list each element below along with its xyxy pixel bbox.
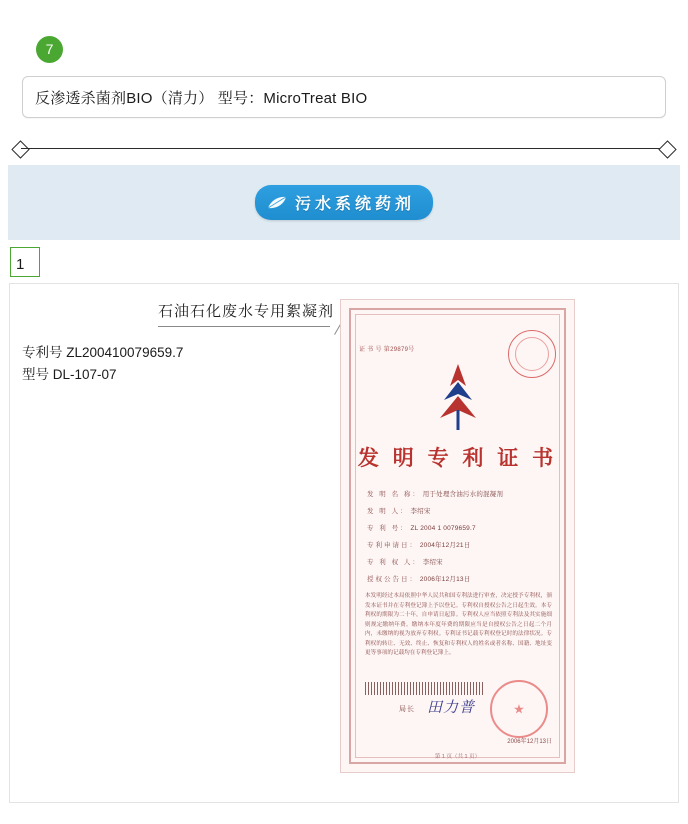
- divider-handle-right-icon[interactable]: [658, 140, 676, 158]
- category-pill-label: 污水系统药剂: [294, 196, 415, 213]
- field-value: 李绍宋: [422, 559, 443, 566]
- certificate-body-text: 本发明经过本局依照中华人民共和国专利法进行审查，决定授予专利权，颁发本证书并在专利登记簿上予以登记。专利权自授权公告之日起生效。本专利权的期限为二十年，自申请日起算。专利权人应当依照专利法及其实施细则规定缴纳年费。缴纳本年度年费的期限应当是自授权公告之日起二个月内，未缴纳的视为放弃专利权。专利证书记载专利权登记时的法律状况。专利权的转让、无效、终止、恢复和专利权人的姓名或者名称、国籍、地址变更等事项的记载均在专利登记簿上。: [365, 593, 552, 656]
- certificate-top-seal-icon: [508, 330, 556, 378]
- certificate-page-note: 第 1 页（共 1 页）: [434, 754, 481, 760]
- category-pill[interactable]: [255, 185, 433, 220]
- field-label: 专利申请日：: [367, 542, 418, 549]
- director-label: 局长: [399, 706, 415, 713]
- field-label: 专 利 权 人：: [367, 559, 421, 566]
- field-value: 2006年12月13日: [419, 576, 471, 583]
- certificate-field-row: [367, 486, 554, 503]
- certificate-official-seal-icon: ★: [490, 680, 548, 738]
- field-label: 授权公告日：: [367, 576, 418, 583]
- product-card: [9, 283, 679, 803]
- field-value: 李绍宋: [410, 508, 431, 515]
- patent-number: 专利号 ZL200410079659.7: [22, 345, 184, 360]
- category-banner: [8, 165, 680, 240]
- step-badge: 7: [36, 36, 63, 63]
- certificate-fields: [367, 486, 554, 588]
- product-heading: 石油石化废水专用絮凝剂: [158, 303, 335, 320]
- director-signature: 田力普: [427, 700, 476, 716]
- section-divider: [14, 142, 674, 156]
- certificate-field-row: [367, 571, 554, 588]
- heading-underline: [158, 322, 340, 332]
- patent-certificate-image: [340, 299, 575, 773]
- item-index-marker: [10, 247, 40, 277]
- product-title-value: 反渗透杀菌剂BIO（清力） 型号：MicroTreat BIO: [35, 89, 368, 107]
- field-label: 专 利 号：: [367, 525, 409, 532]
- divider-line: [21, 148, 667, 149]
- certificate-field-row: [367, 554, 554, 571]
- leaf-icon: [267, 196, 287, 210]
- step-badge-container: [36, 36, 63, 63]
- field-label: 发 明 人：: [367, 508, 409, 515]
- certificate-field-row: [367, 503, 554, 520]
- certificate-issue-date: 2006年12月13日: [507, 739, 552, 745]
- field-value: 用于处理含油污水的混凝剂: [422, 491, 504, 498]
- certificate-title: 发 明 专 利 证 书: [357, 447, 558, 470]
- product-meta: [22, 342, 183, 386]
- field-value: ZL 2004 1 0079659.7: [410, 525, 476, 532]
- model-number: 型号 DL-107-07: [22, 367, 117, 382]
- divider-handle-left-icon[interactable]: [11, 140, 29, 158]
- product-title-input[interactable]: [22, 76, 666, 118]
- certificate-field-row: [367, 537, 554, 554]
- certificate-number: 证 书 号 第29879号: [359, 347, 415, 353]
- field-label: 发 明 名 称：: [367, 491, 421, 498]
- certificate-field-row: [367, 520, 554, 537]
- cnipa-emblem-icon: [426, 360, 490, 434]
- field-value: 2004年12月21日: [419, 542, 471, 549]
- item-index-number: 1: [16, 256, 25, 273]
- certificate-barcode-icon: [365, 682, 485, 695]
